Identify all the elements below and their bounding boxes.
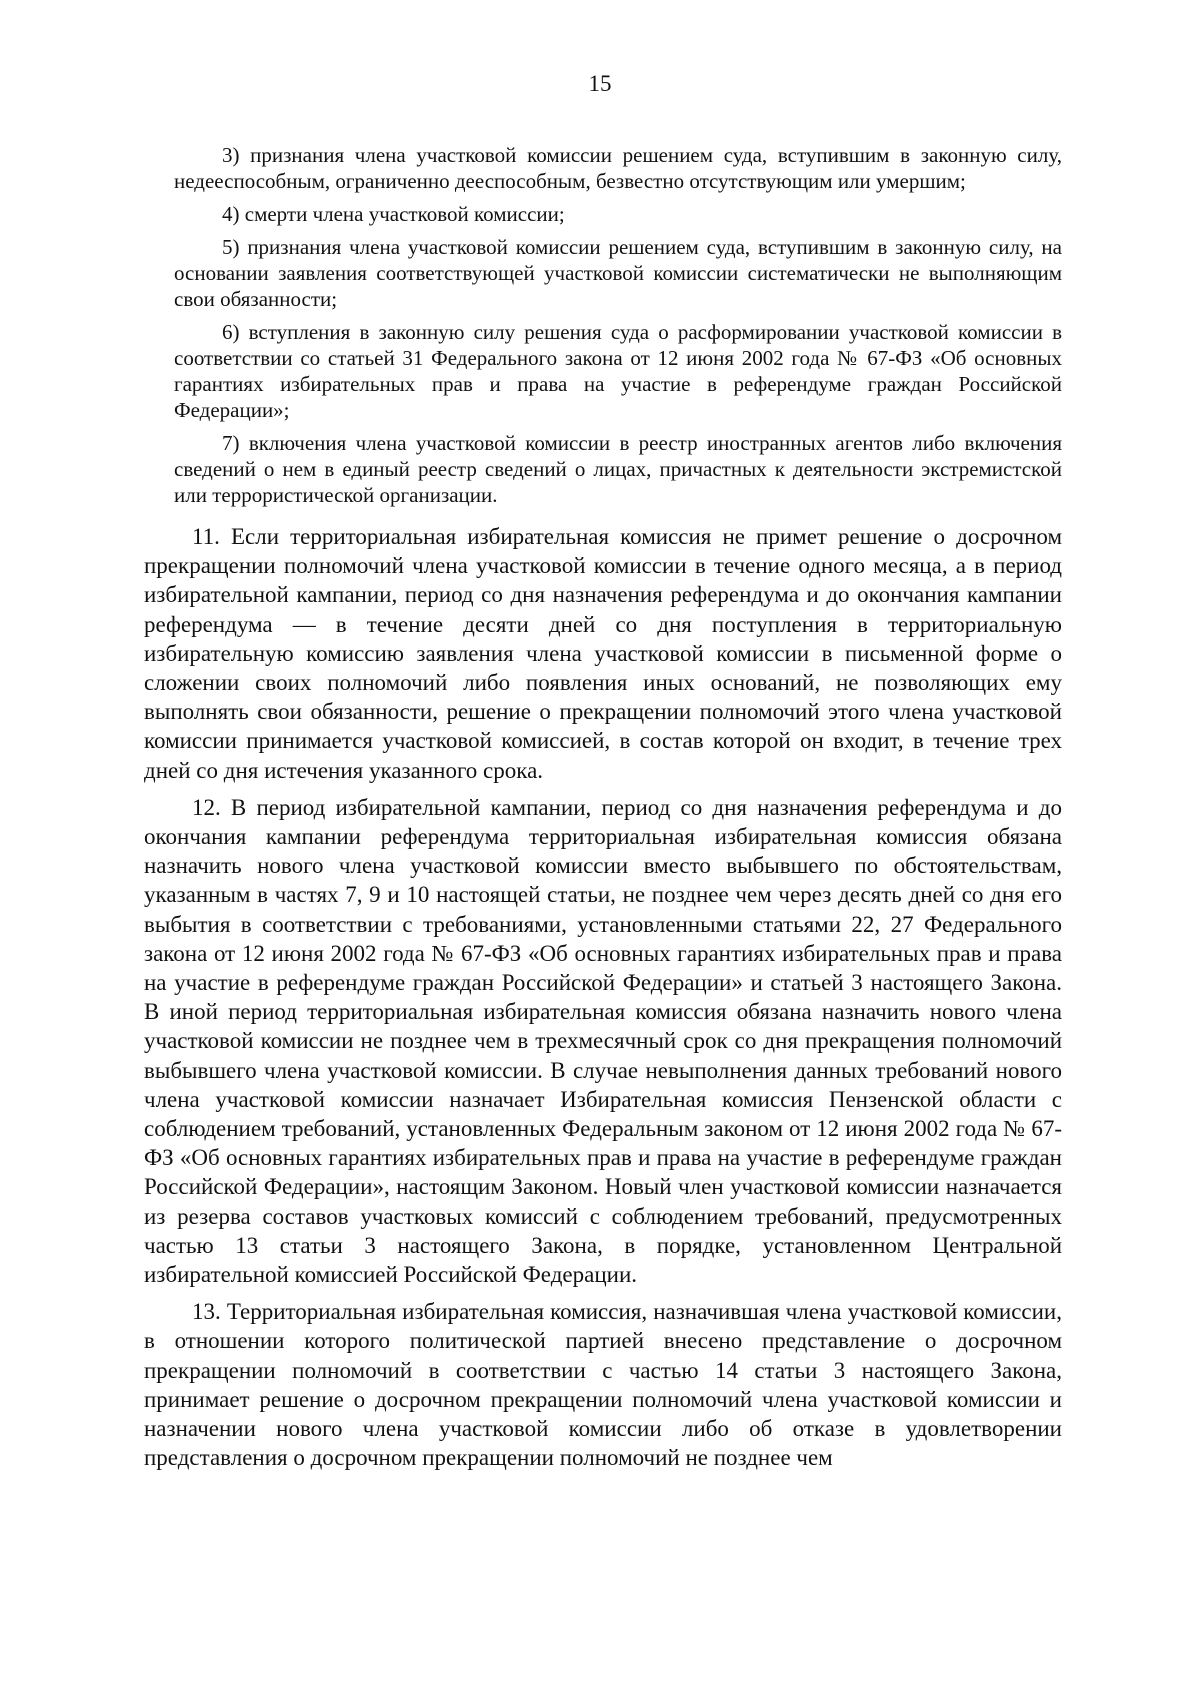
subitem-5: 5) признания члена участковой комиссии решением суда, вступившим в законную силу, на основании заявления соответствующей участковой комиссии систематически не выполняющим свои обязанности;	[174, 235, 1062, 311]
page-number: 15	[588, 71, 612, 96]
paragraph-13: 13. Территориальная избирательная комиссия, назначившая члена участковой комиссии, в отношении которого политической партией внесено представление о досрочном прекращении полномочий в соответствии с частью 14 статьи 3 настоящего Закона, принимает решение о досрочном прекращении полномочий члена участковой комиссии и назначении нового члена участковой комиссии либо об отказе в удовлетворении представления о досрочном прекращении полномочий не позднее чем	[144, 1299, 1062, 1471]
subitem-7: 7) включения члена участковой комиссии в реестр иностранных агентов либо включения сведений о нем в единый реестр сведений о лицах, причастных к деятельности экстремистской или террористической организации.	[174, 431, 1062, 507]
subitem-6: 6) вступления в законную силу решения суда о расформировании участковой комиссии в соответствии со статьей 31 Федерального закона от 12 июня 2002 года № 67-ФЗ «Об основных гарантиях избирательных прав и права на участие в референдуме граждан Российской Федерации»;	[174, 320, 1062, 422]
subitem-4: 4) смерти члена участковой комиссии;	[222, 202, 565, 226]
document-body	[144, 142, 1062, 1481]
paragraph-12: 12. В период избирательной кампании, период со дня назначения референдума и до окончания кампании референдума территориальная избирательная комиссия обязана назначить нового члена участковой комиссии вместо выбывшего по обстоятельствам, указанным в частях 7, 9 и 10 настоящей статьи, не позднее чем через десять дней со дня его выбытия в соответствии с требованиями, установленными статьями 22, 27 Федерального закона от 12 июня 2002 года № 67-ФЗ «Об основных гарантиях избирательных прав и права на участие в референдуме граждан Российской Федерации» и статьей 3 настоящего Закона. В иной период территориальная избирательная комиссия обязана назначить нового члена участковой комиссии не позднее чем в трехмесячный срок со дня прекращения полномочий выбывшего члена участковой комиссии. В случае невыполнения данных требований нового члена участковой комиссии назначает Избирательная комиссия Пензенской области с соблюдением требований, установленных Федеральным законом от 12 июня 2002 года № 67-ФЗ «Об основных гарантиях избирательных прав и права на участие в референдуме граждан Российской Федерации», настоящим Законом. Новый член участковой комиссии назначается из резерва составов участковых комиссий с соблюдением требований, предусмотренных частью 13 статьи 3 настоящего Закона, в порядке, установленном Центральной избирательной комиссией Российской Федерации.	[144, 794, 1062, 1288]
paragraph-11: 11. Если территориальная избирательная комиссия не примет решение о досрочном прекращении полномочий члена участковой комиссии в течение одного месяца, а в период избирательной кампании, период со дня назначения референдума и до окончания кампании референдума — в течение десяти дней со дня поступления в территориальную избирательную комиссию заявления члена участковой комиссии в письменной форме о сложении своих полномочий либо появления иных оснований, не позволяющих ему выполнять свои обязанности, решение о прекращении полномочий этого члена участковой комиссии принимается участковой комиссией, в состав которой он входит, в течение трех дней со дня истечения указанного срока.	[144, 524, 1062, 783]
subitem-3: 3) признания члена участковой комиссии решением суда, вступившим в законную силу, недееспособным, ограниченно дееспособным, безвестно отсутствующим или умершим;	[174, 143, 1062, 193]
